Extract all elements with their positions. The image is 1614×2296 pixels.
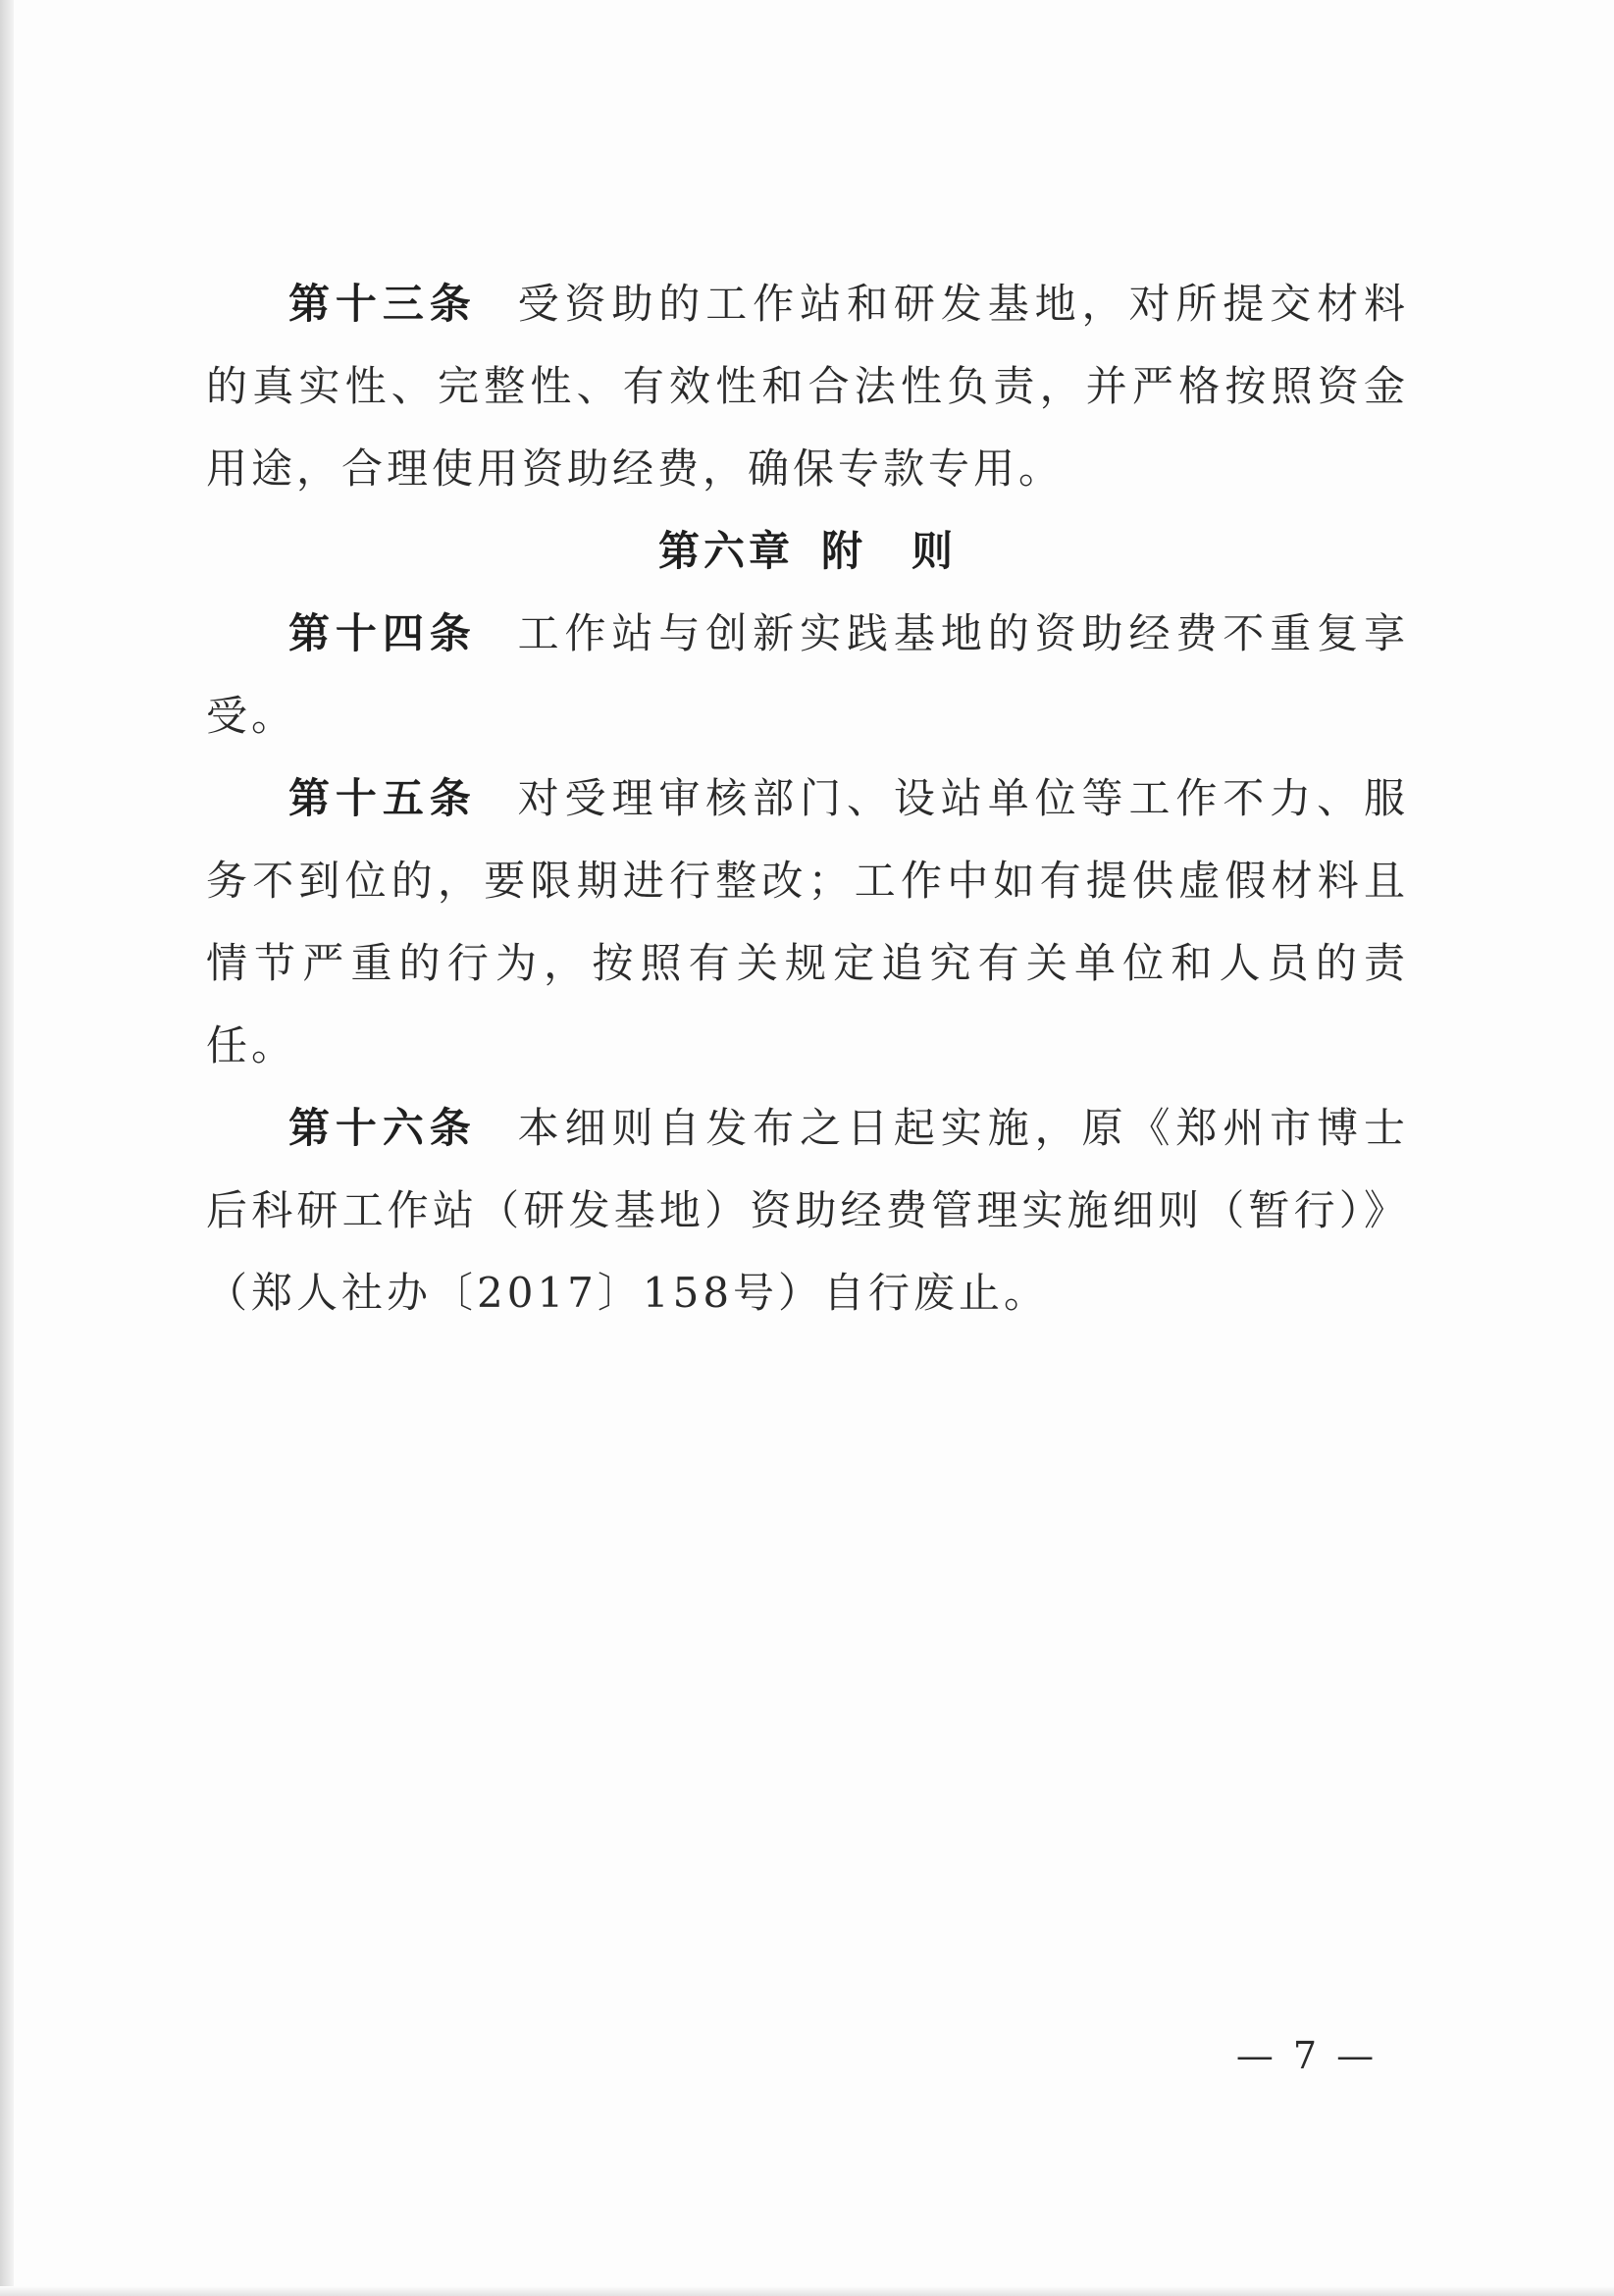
article-15 bbox=[206, 757, 1409, 1087]
document-body bbox=[206, 263, 1409, 1334]
chapter-heading bbox=[206, 510, 1409, 593]
article-14-text: 工作站与创新实践基地的资助经费不重复享受。 bbox=[206, 609, 1409, 740]
article-13-text: 受资助的工作站和研发基地，对所提交材料的真实性、完整性、有效性和合法性负责，并严格按照资金用途，合理使用资助经费，确保专款专用。 bbox=[206, 280, 1409, 493]
article-14 bbox=[206, 593, 1409, 757]
article-16 bbox=[206, 1087, 1409, 1334]
article-13 bbox=[206, 263, 1409, 510]
article-15-label: 第十五条 bbox=[288, 774, 477, 822]
article-14-label: 第十四条 bbox=[288, 609, 477, 657]
article-16-text: 本细则自发布之日起实施，原《郑州市博士后科研工作站（研发基地）资助经费管理实施细则（暂行）》（郑人社办〔2017〕158号）自行废止。 bbox=[206, 1104, 1409, 1317]
chapter-title: 附 则 bbox=[821, 527, 958, 575]
article-13-label: 第十三条 bbox=[288, 280, 477, 328]
article-16-label: 第十六条 bbox=[288, 1104, 477, 1152]
scan-edge-left bbox=[0, 0, 14, 2296]
chapter-number: 第六章 bbox=[657, 527, 794, 575]
page-number: — 7 — bbox=[1235, 2034, 1379, 2077]
article-15-text: 对受理审核部门、设站单位等工作不力、服务不到位的，要限期进行整改；工作中如有提供虚假材料且情节严重的行为，按照有关规定追究有关单位和人员的责任。 bbox=[206, 774, 1409, 1070]
scan-edge-bottom bbox=[0, 2286, 1614, 2296]
